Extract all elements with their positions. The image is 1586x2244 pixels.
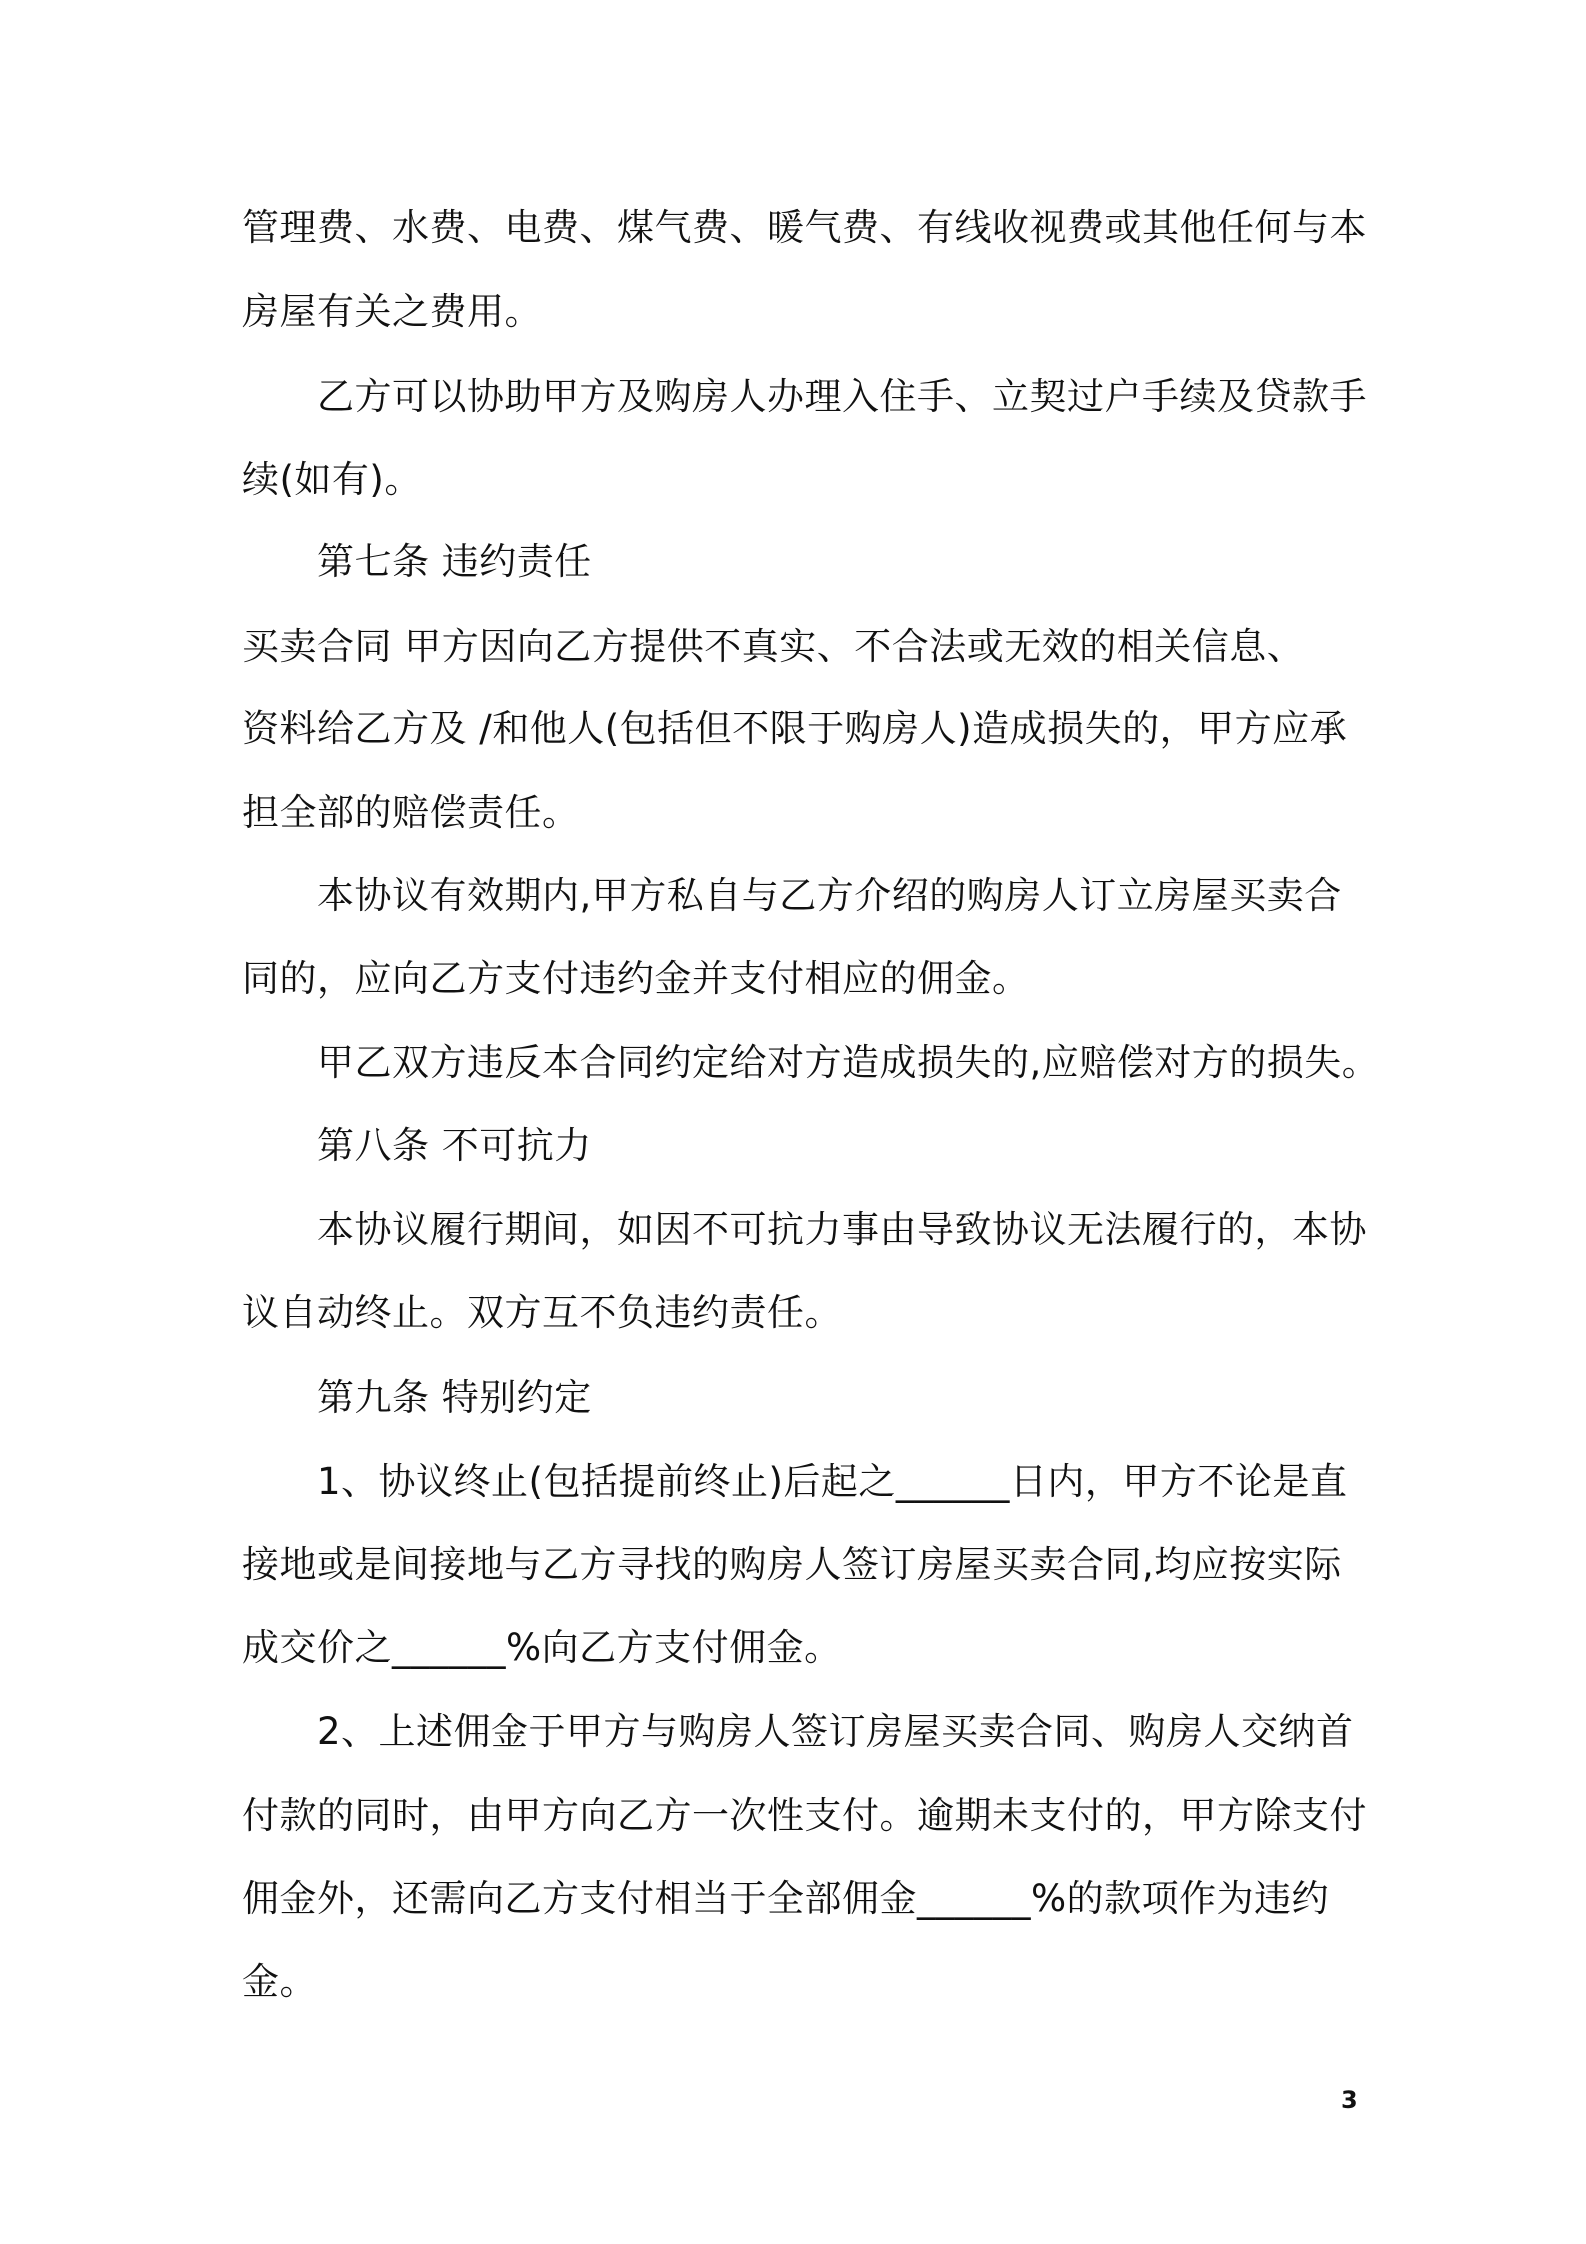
page-number: 3 <box>1341 2086 1358 2114</box>
text-line: 本协议有效期内,甲方私自与乙方介绍的购房人订立房屋买卖合 <box>317 874 1342 917</box>
text-line: 乙方可以协助甲方及购房人办理入住手、立契过户手续及贷款手 <box>317 375 1367 418</box>
text-line: 本协议履行期间，如因不可抗力事由导致协议无法履行的，本协 <box>317 1208 1367 1251</box>
text-line: 管理费、水费、电费、煤气费、暖气费、有线收视费或其他任何与本 <box>242 206 1367 249</box>
text-line: 金。 <box>242 1960 317 2003</box>
text-line: 续(如有)。 <box>242 458 422 501</box>
section-heading: 第八条 不可抗力 <box>317 1124 592 1167</box>
text-line: 佣金外，还需向乙方支付相当于全部佣金______%的款项作为违约 <box>242 1877 1330 1920</box>
text-line: 担全部的赔偿责任。 <box>242 791 580 834</box>
text-line: 1、协议终止(包括提前终止)后起之______日内，甲方不论是直 <box>317 1460 1348 1503</box>
text-line: 成交价之______%向乙方支付佣金。 <box>242 1626 842 1669</box>
text-line: 同的，应向乙方支付违约金并支付相应的佣金。 <box>242 957 1030 1000</box>
section-heading: 第九条 特别约定 <box>317 1376 592 1419</box>
text-line: 资料给乙方及 /和他人(包括但不限于购房人)造成损失的，甲方应承 <box>242 707 1348 750</box>
text-line: 甲乙双方违反本合同约定给对方造成损失的,应赔偿对方的损失。 <box>317 1041 1380 1084</box>
text-line: 2、上述佣金于甲方与购房人签订房屋买卖合同、购房人交纳首 <box>317 1710 1354 1753</box>
text-line: 议自动终止。双方互不负违约责任。 <box>242 1291 842 1334</box>
section-heading: 第七条 违约责任 <box>317 540 592 583</box>
text-line: 付款的同时，由甲方向乙方一次性支付。逾期未支付的，甲方除支付 <box>242 1794 1367 1837</box>
text-line: 房屋有关之费用。 <box>242 290 542 333</box>
text-line: 接地或是间接地与乙方寻找的购房人签订房屋买卖合同,均应按实际 <box>242 1543 1342 1586</box>
text-line: 买卖合同 甲方因向乙方提供不真实、不合法或无效的相关信息、 <box>242 625 1305 668</box>
